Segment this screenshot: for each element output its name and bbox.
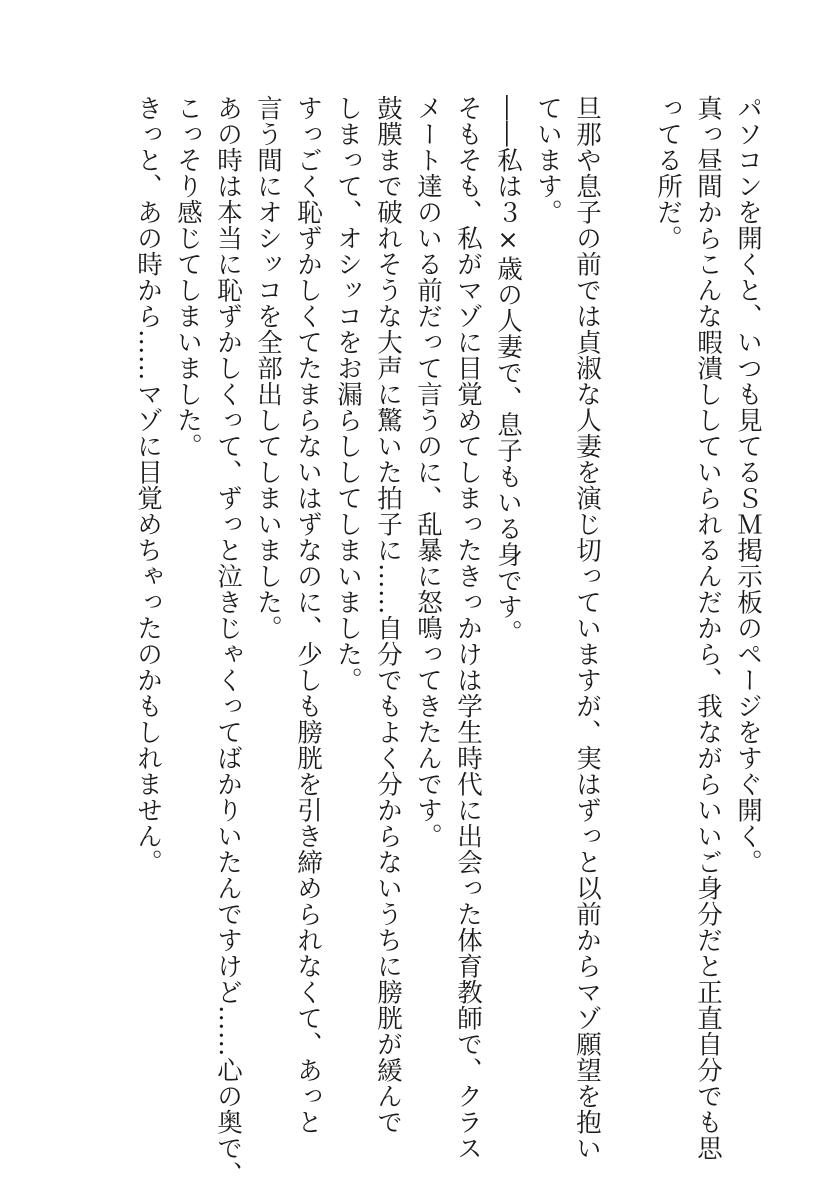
text-line-2: 真っ昼間からこんな暇潰ししていられるんだから、我ながらいいご身分だと正直自分でも思 [693,95,723,1161]
text-line-14: あの時は本当に恥ずかしくって、ずっと泣きじゃくってばかりいたんですけど……心の奥で、 [213,95,243,1187]
text-line-12: すっごく恥ずかしくてたまらないはずなのに、少しも膀胱を引き締められなくて、あっと [293,95,323,1135]
text-line-3: ってる所だ。 [653,95,683,251]
text-line-13: 言う間にオシッコを全部出してしまいました。 [253,95,283,641]
text-line-15: こっそり感じてしまいました。 [173,95,203,459]
text-line-7: ――私は３×歳の人妻で、息子もいる身です。 [493,95,523,646]
text-line-16: きっと、あの時から……マゾに目覚めちゃったのかもしれません。 [133,95,163,875]
text-line-11: しまって、オシッコをお漏らししてしまいました。 [333,95,363,693]
text-line-6: ています。 [533,95,563,225]
text-line-1: パソコンを開くと、いつも見てるＳＭ掲示板のページをすぐ開く。 [733,95,763,875]
text-line-8: そもそも、私がマゾに目覚めてしまったきっかけは学生時代に出会った体育教師で、クラス [453,95,483,1161]
text-line-9: メート達のいる前だって言うのに、乱暴に怒鳴ってきたんです。 [413,95,443,849]
text-line-10: 鼓膜まで破れそうな大声に驚いた拍子に……自分でもよく分からないうちに膀胱が緩んで [373,95,403,1135]
text-line-5: 旦那や息子の前では貞淑な人妻を演じ切っていますが、実はずっと以前からマゾ願望を抱い [572,95,602,1161]
